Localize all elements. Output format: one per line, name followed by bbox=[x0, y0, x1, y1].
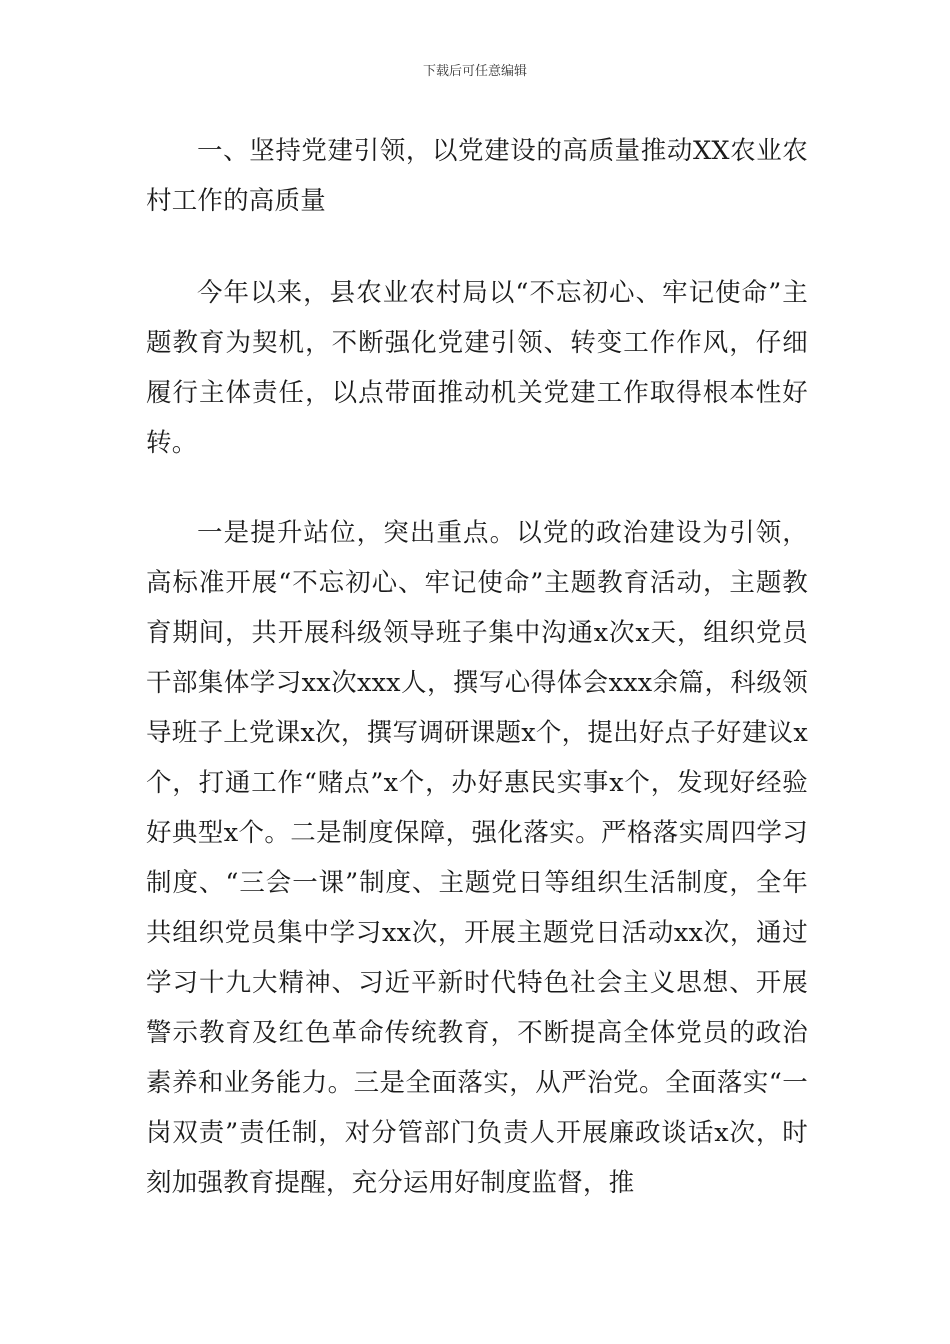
body-paragraph: 一是提升站位，突出重点。以党的政治建设为引领，高标准开展“不忘初心、牢记使命”主题教育活动，主题教育期间，共开展科级领导班子集中沟通x次x天，组织党员干部集体学习xx次xxx人，撰写心得体会xxx余篇，科级领导班子上党课x次，撰写调研课题x个，提出好点子好建议x个，打通工作“赌点”x个，办好惠民实事x个，发现好经验好典型x个。二是制度保障，强化落实。严格落实周四学习制度、“三会一课”制度、主题党日等组织生活制度，全年共组织党员集中学习xx次，开展主题党日活动xx次，通过学习十九大精神、习近平新时代特色社会主义思想、开展警示教育及红色革命传统教育，不断提高全体党员的政治素养和业务能力。三是全面落实，从严治党。全面落实“一岗双责”责任制，对分管部门负责人开展廉政谈话x次，时刻加强教育提醒，充分运用好制度监督，推 bbox=[146, 518, 808, 1198]
page-header-note: 下载后可任意编辑 bbox=[422, 64, 527, 79]
intro-paragraph: 今年以来，县农业农村局以“不忘初心、牢记使命”主题教育为契机，不断强化党建引领、转变工作作风，仔细履行主体责任，以点带面推动机关党建工作取得根本性好转。 bbox=[146, 278, 808, 458]
document-body bbox=[146, 126, 808, 1208]
section-heading: 一、坚持党建引领，以党建设的高质量推动XX农业农村工作的高质量 bbox=[146, 136, 808, 216]
